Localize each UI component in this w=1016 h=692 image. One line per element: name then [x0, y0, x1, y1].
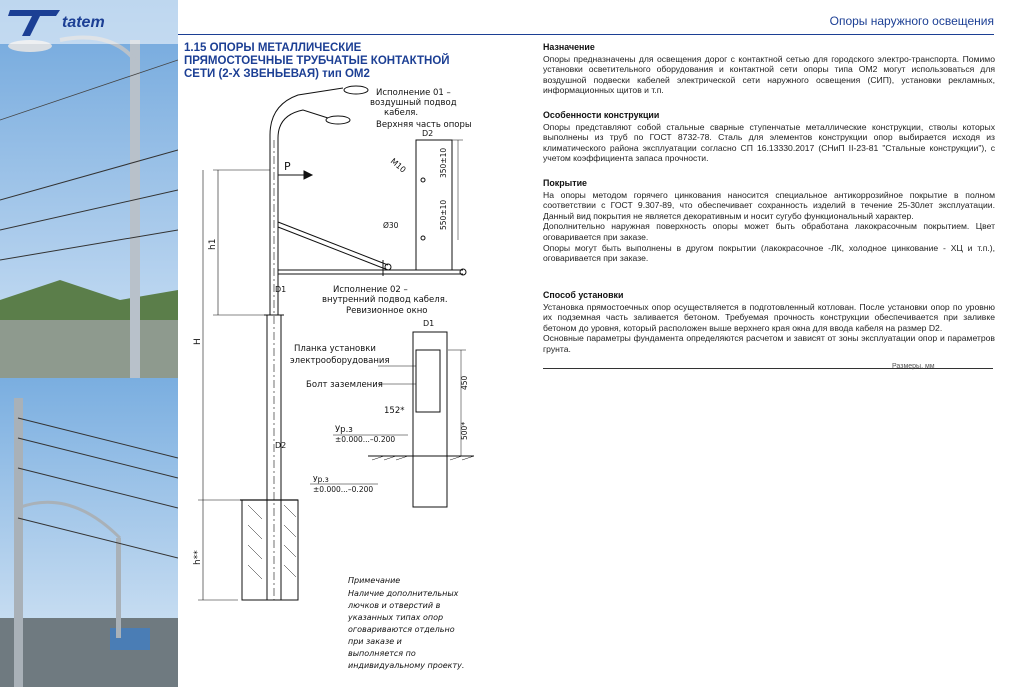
svg-text:внутренний подвод кабеля.: внутренний подвод кабеля. [322, 295, 448, 305]
photo-street-lamp [0, 0, 178, 378]
execution-01-note [370, 88, 472, 130]
plate-label-2: электрооборудования [290, 356, 390, 366]
bolt-label: Болт заземления [306, 380, 383, 390]
svg-text:выполняется по: выполняется по [348, 649, 416, 658]
dim-h1: h1 [208, 238, 218, 250]
logo-text: tatem [62, 14, 105, 31]
section-coating [543, 178, 995, 264]
section-text: Опоры представляют собой стальные сварные ступенчатые металлические конструкции, стволы которых выполнены из труб по ГОСТ 8732-78. Сталь для элементов конструкции опор выбирается исходя из климатического района эксплуатации согласно СП 16.13330.2017 (СНиП II-23-81 "Стальные конструкции"), с учетом коэффициента запаса прочности. [543, 121, 995, 164]
section-text: На опоры методом горячего цинкования наносится специальное антикоррозийное покрытие в полном соответствии с ГОСТ 9.307-89, что обеспечивает сохранность изделий в течение 25-30лет эксплуатации. Данный вид покрытия не является декоративным и носит сугубо функциональный характер. [543, 189, 995, 221]
force-label: P [284, 160, 291, 173]
lamp-bracket [270, 86, 368, 155]
level2-value: ±0.000...–0.200 [313, 485, 374, 494]
table-header-peek: Размеры, мм [892, 363, 935, 370]
section-heading: Способ установки [543, 290, 624, 300]
header-divider [178, 34, 994, 35]
svg-text:указанных типах опор: указанных типах опор [348, 613, 444, 622]
svg-text:Верхняя часть опоры: Верхняя часть опоры [376, 120, 472, 130]
svg-text:оговариваются отдельно: оговариваются отдельно [348, 625, 455, 634]
svg-text:M10: M10 [388, 156, 408, 175]
svg-text:индивидуальному проекту.: индивидуальному проекту. [348, 661, 465, 670]
title-line-3: СЕТИ (2-Х ЗВЕНЬЕВАЯ) тип ОМ2 [184, 68, 370, 80]
logo [0, 0, 178, 44]
svg-text:при заказе и: при заказе и [348, 637, 402, 646]
dim-152: 152* [384, 406, 405, 416]
catenary-arms [278, 222, 466, 276]
pole-outline [264, 140, 287, 600]
svg-text:D2: D2 [422, 129, 434, 138]
title-line-1: 1.15 ОПОРЫ МЕТАЛЛИЧЕСКИЕ [184, 42, 362, 54]
svg-text:воздушный подвод: воздушный подвод [370, 98, 457, 108]
foundation [240, 500, 298, 600]
dim-H: H [193, 338, 203, 345]
plate-label-1: Планка установки [294, 344, 376, 354]
section-purpose [543, 42, 995, 96]
svg-text:350±10: 350±10 [439, 147, 448, 178]
technical-drawing [178, 80, 530, 687]
section-heading: Назначение [543, 42, 595, 52]
section-heading: Покрытие [543, 178, 587, 188]
page-title [184, 42, 484, 81]
level1-label: Ур.з [335, 425, 353, 435]
section-text: Дополнительно наружная поверхность опоры может быть обработана лакокрасочным покрытием. Цвет оговаривается при заказе. [543, 221, 995, 242]
section-text: Опоры могут быть выполнены в другом покрытии (лакокрасочное -ЛК, холодное цинкование - ХЦ и т.п.), оговаривается при заказе. [543, 242, 995, 264]
svg-text:Исполнение 02 –: Исполнение 02 – [333, 285, 408, 295]
svg-text:лючков и отверстий в: лючков и отверстий в [348, 601, 441, 610]
dim-h-star: h** [193, 550, 203, 565]
level1-value: ±0.000...–0.200 [335, 435, 396, 444]
section-text: Установка прямостоечных опор осуществляется в подготовленный котлован. После установки опор по уровню их подземная часть заливается бетоном. Требуемая прочность конструкции обеспечивается при заливке бетоном до уровня, который расположен выше верхнего края окна для ввода кабеля на размер D2. [543, 301, 995, 333]
svg-text:550±10: 550±10 [439, 199, 448, 230]
level2-label: Ур.з [313, 475, 329, 484]
svg-text:450: 450 [460, 375, 469, 390]
section-text: Опоры предназначены для освещения дорог с контактной сетью для городского электро-транспорта. Помимо установки осветительного оборудования и контактной сети опоры типа ОМ2 могут использоваться для воздушной подвески кабелей электрической сети наружного освещения (СИП), установки рекламных, информационных щитов и т.п. [543, 53, 995, 96]
header-title: Опоры наружного освещения [829, 14, 994, 28]
svg-text:D1: D1 [423, 319, 435, 328]
section-heading: Особенности конструкции [543, 110, 660, 120]
section-text: Основные параметры фундамента определяются расчетом и зависят от зоны эксплуатации опор и параметров грунта. [543, 333, 995, 354]
photo-column [0, 0, 178, 687]
section-install [543, 290, 995, 355]
execution-02-note [322, 285, 448, 316]
svg-text:Наличие дополнительных: Наличие дополнительных [348, 589, 459, 598]
label-d1: D1 [275, 285, 287, 294]
label-d2: D2 [275, 441, 287, 450]
svg-text:Ø30: Ø30 [383, 221, 399, 230]
svg-text:500*: 500* [460, 421, 469, 440]
svg-text:кабеля.: кабеля. [384, 108, 419, 118]
note [347, 576, 464, 670]
title-line-2: ПРЯМОСТОЕЧНЫЕ ТРУБЧАТЫЕ КОНТАКТНОЙ [184, 55, 450, 67]
section-features [543, 110, 995, 164]
svg-text:Исполнение 01 –: Исполнение 01 – [376, 88, 451, 98]
detail-top [383, 129, 463, 270]
note-title: Примечание [348, 576, 401, 585]
photo-bridge-poles [0, 378, 178, 687]
svg-text:Ревизионное окно: Ревизионное окно [346, 306, 428, 316]
